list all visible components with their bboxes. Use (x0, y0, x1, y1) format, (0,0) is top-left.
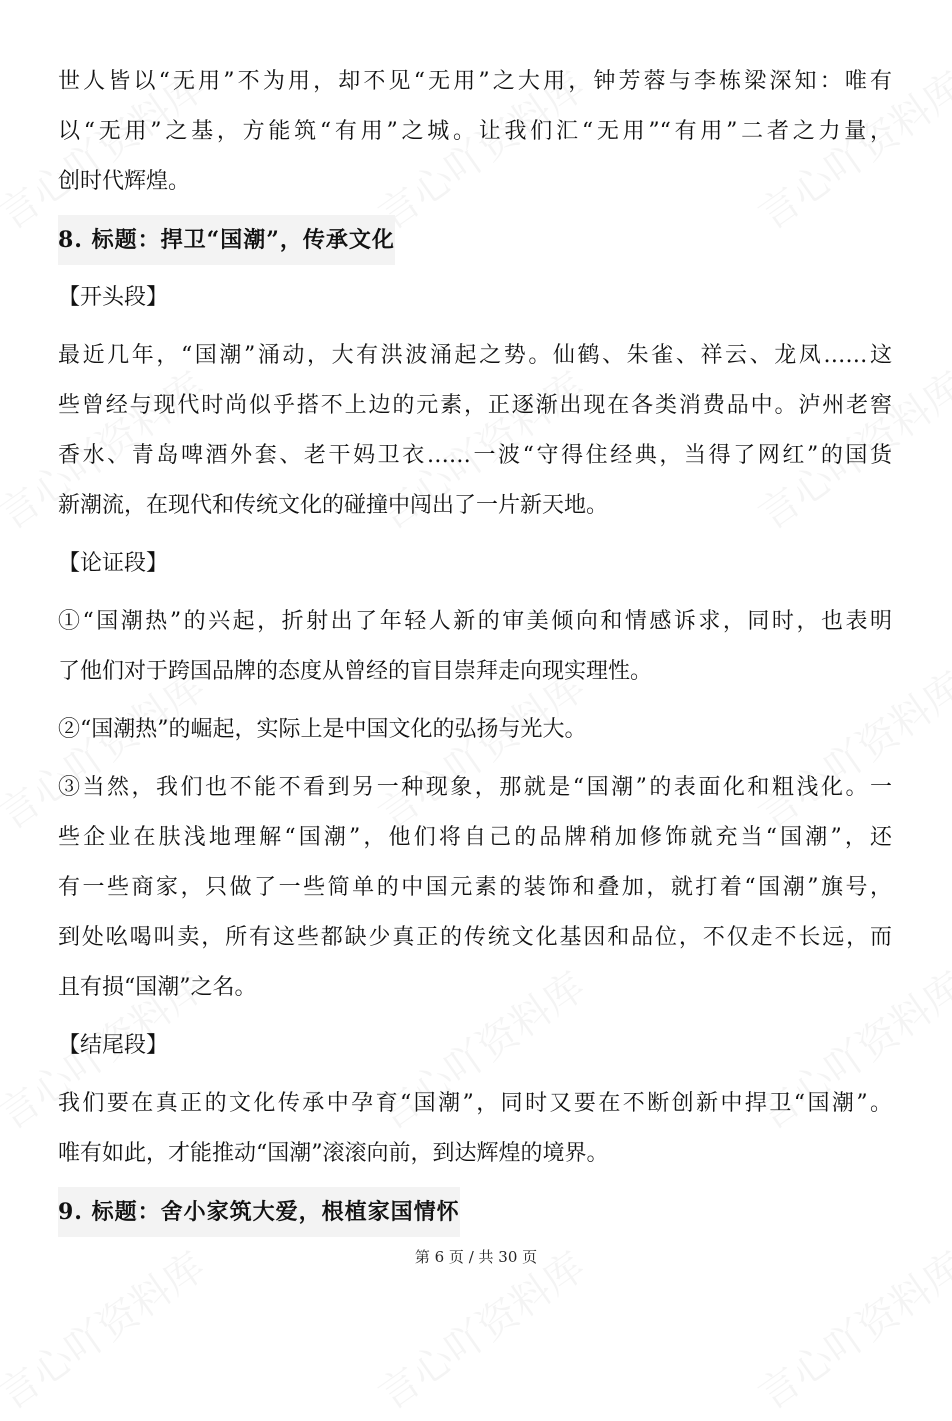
text-line: ①“国潮热”的兴起，折射出了年轻人新的审美倾向和情感诉求，同时，也表明 (58, 609, 892, 634)
section-heading-8: 8. 标题：捍卫“国潮”，传承文化 (58, 215, 395, 265)
paragraph-argument-2 (58, 705, 892, 755)
text-line: 创时代辉煌。 (58, 169, 191, 194)
text-line: 唯有如此，才能推动“国潮”滚滚向前，到达辉煌的境界。 (58, 1141, 609, 1166)
text-line: 我们要在真正的文化传承中孕育“国潮”，同时又要在不断创新中捍卫“国潮”。 (58, 1091, 892, 1116)
paragraph-opening (58, 331, 892, 531)
text-line: ②“国潮热”的崛起，实际上是中国文化的弘扬与光大。 (58, 717, 587, 742)
paragraph-argument-3 (58, 763, 892, 1013)
text-line: 且有损“国潮”之名。 (58, 975, 257, 1000)
label-opening: 【开头段】 (58, 285, 169, 310)
paragraph-conclusion-7 (58, 57, 892, 207)
paragraph-ending (58, 1079, 892, 1179)
text-line: 世人皆以“无用”不为用，却不见“无用”之大用，钟芳蓉与李栋梁深知：唯有 (58, 69, 892, 94)
text-line: 些曾经与现代时尚似乎搭不上边的元素，正逐渐出现在各类消费品中。泸州老窖 (58, 393, 892, 418)
paragraph-argument-1 (58, 597, 892, 697)
text-line: 到处吆喝叫卖，所有这些都缺少真正的传统文化基因和品位，不仅走不长远，而 (58, 925, 892, 950)
text-line: ③当然，我们也不能不看到另一种现象，那就是“国潮”的表面化和粗浅化。一 (58, 775, 892, 800)
text-line: 些企业在肤浅地理解“国潮”，他们将自己的品牌稍加修饰就充当“国潮”，还 (58, 825, 892, 850)
page-footer: 第 6 页 / 共 30 页 (414, 1248, 538, 1266)
label-argument: 【论证段】 (58, 551, 169, 576)
text-line: 新潮流，在现代和传统文化的碰撞中闯出了一片新天地。 (58, 493, 609, 518)
document-page (58, 57, 892, 1245)
text-line: 最近几年，“国潮”涌动，大有洪波涌起之势。仙鹤、朱雀、祥云、龙凤……这 (58, 343, 892, 368)
text-line: 香水、青岛啤酒外套、老干妈卫衣……一波“守得住经典，当得了网红”的国货 (58, 443, 892, 468)
text-line: 有一些商家，只做了一些简单的中国元素的装饰和叠加，就打着“国潮”旗号， (58, 875, 892, 900)
section-heading-9: 9. 标题：舍小家筑大爱，根植家国情怀 (58, 1187, 460, 1237)
text-line: 了他们对于跨国品牌的态度从曾经的盲目崇拜走向现实理性。 (58, 659, 653, 684)
text-line: 以“无用”之基，方能筑“有用”之城。让我们汇“无用”“有用”二者之力量， (58, 119, 892, 144)
label-ending: 【结尾段】 (58, 1033, 169, 1058)
